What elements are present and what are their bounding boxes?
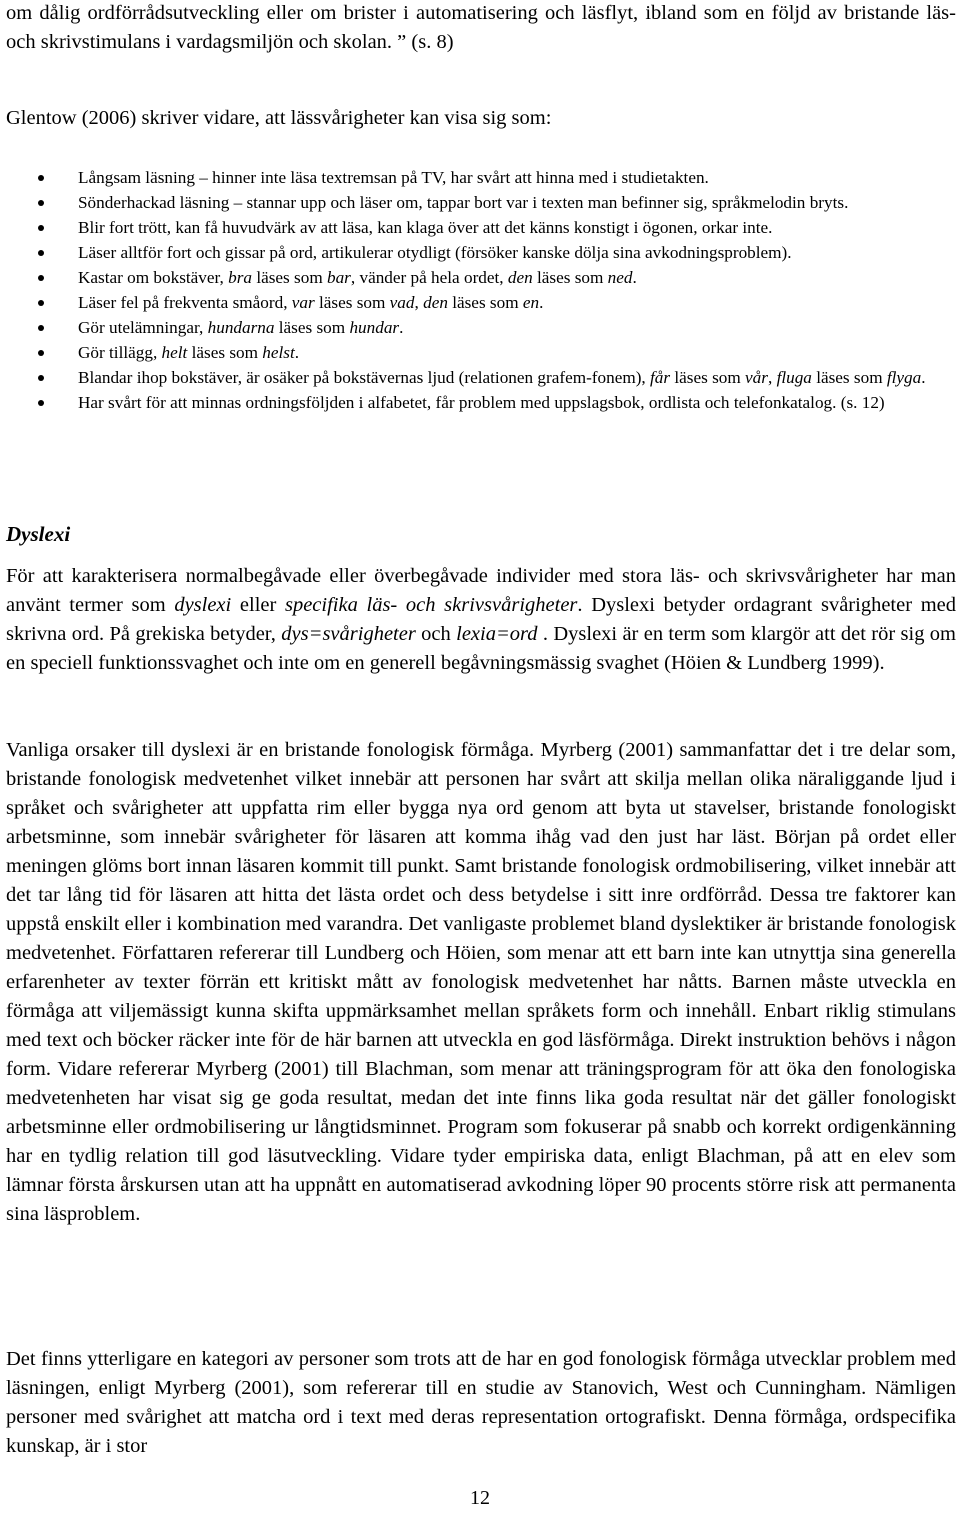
additional-category-paragraph: Det finns ytterligare en kategori av personer som trots att de har en god fonologisk förmåga utvecklar problem med läsningen, enligt Myrberg (2001), som refererar till en studie av Stanovich, West och Cunningham. Nämligen personer med svårighet att matcha ord i text med deras representation ortografiskt. Denna förmåga, ordspecifika kunskap, är i stor bbox=[6, 1348, 956, 1457]
dyslexi-causes-paragraph: Vanliga orsaker till dyslexi är en bristande fonologisk förmåga. Myrberg (2001) sammanfattar det i tre delar som, bristande fonologisk medvetenhet vilket innebär att personen har svårt att skilja mellan olika näraliggande ljud i språket och svårigheter att uppfatta rim eller bygga nya ord genom att byta ut stavelser, bristande fonologiskt arbetsminne, som innebär svårigheter för läsaren att komma ihåg vad den just har läst. Början på ordet eller meningen glöms bort innan läsaren kommit till punkt. Samt bristande fonologisk ordmobilisering, vilket innebär att det tar lång tid för läsaren att hitta det lästa ordet och dess betydelse i sitt inre ordförråd. Dessa tre faktorer kan uppstå enskilt eller i kombination med varandra. Det vanligaste problemet bland dyslektiker är bristande fonologisk medvetenhet. Författaren refererar till Lundberg och Höien, som menar att ett barn inte kan utnyttja sina generella erfarenheter av texter förrän ett kritiskt mått av fonologisk medvetenhet har nåtts. Barnen måste utveckla en förmåga att viljemässigt kunna skifta uppmärksamhet mellan språkets form och innehåll. Enbart riklig stimulans med text och böcker räcker inte för de här barnen att utveckla en god läsförmåga. Direkt instruktion behövs i någon form. Vidare refererar Myrberg (2001) till Blachman, som menar att träningsprogram för att öka den fonologiska medvetenheten har visat sig ge goda resultat, medan det inte finns lika goda resultat när det gäller fonologiskt arbetsminne eller ordmobilisering ur långtidsminnet. Program som fokuserar på snabb och korrekt ordigenkänning har en tydlig relation till god läsutveckling. Vidare tyder empiriska data, enligt Blachman, på att en elev som lämnar första årskursen utan att ha uppnått en automatiserad avkodning löper 90 procents större risk att permanenta sina läsproblem. bbox=[6, 739, 956, 1225]
list-item: Långsam läsning – hinner inte läsa textremsan på TV, har svårt att hinna med i studietakten. bbox=[0, 165, 960, 190]
list-item: Läser fel på frekventa småord, var läses som vad, den läses som en. bbox=[0, 290, 960, 315]
bullet-icon bbox=[38, 300, 44, 306]
bullet-icon bbox=[38, 275, 44, 281]
list-item: Har svårt för att minnas ordningsföljden i alfabetet, får problem med uppslagsbok, ordlista och telefonkatalog. (s. 12) bbox=[0, 390, 960, 415]
list-item: Sönderhackad läsning – stannar upp och läser om, tappar bort var i texten man befinner sig, språkmelodin bryts. bbox=[0, 190, 960, 215]
intro-paragraph: om dålig ordförrådsutveckling eller om brister i automatisering och läsflyt, ibland som en följd av bristande läs- och skrivstimulans i vardagsmiljön och skolan. ” (s. 8) bbox=[6, 2, 956, 53]
list-item: Gör tillägg, helt läses som helst. bbox=[0, 340, 960, 365]
list-item: Blir fort trött, kan få huvudvärk av att läsa, kan klaga över att det känns konstigt i ögonen, orkar inte. bbox=[0, 215, 960, 240]
list-item: Läser alltför fort och gissar på ord, artikulerar otydligt (försöker kanske dölja sina avkodningsproblem). bbox=[0, 240, 960, 265]
bullet-icon bbox=[38, 325, 44, 331]
bullet-icon bbox=[38, 225, 44, 231]
bullet-icon bbox=[38, 175, 44, 181]
bullet-icon bbox=[38, 400, 44, 406]
page-number: 12 bbox=[470, 1487, 490, 1509]
dyslexi-definition-paragraph: För att karakterisera normalbegåvade eller överbegåvade individer med stora läs- och skrivsvårigheter har man använt termer som dyslexi eller specifika läs- och skrivsvårigheter. Dyslexi betyder ordagrant svårigheter med skrivna ord. På grekiska betyder, dys=svårigheter och lexia=ord . Dyslexi är en term som klargör att det rör sig om en speciell funktionssvaghet och inte om en generell begåvningsmässig svaghet (Höien & Lundberg 1999). bbox=[6, 565, 957, 674]
bullet-icon bbox=[38, 350, 44, 356]
glentow-paragraph: Glentow (2006) skriver vidare, att lässvårigheter kan visa sig som: bbox=[6, 107, 552, 129]
bullet-icon bbox=[38, 375, 44, 381]
bullet-icon bbox=[38, 200, 44, 206]
list-item: Kastar om bokstäver, bra läses som bar, vänder på hela ordet, den läses som ned. bbox=[0, 265, 960, 290]
bullet-icon bbox=[38, 250, 44, 256]
list-item: Blandar ihop bokstäver, är osäker på bokstävernas ljud (relationen grafem-fonem), får läses som vår, fluga läses som flyga. bbox=[0, 365, 960, 390]
section-heading: Dyslexi bbox=[6, 522, 71, 546]
reading-difficulties-list bbox=[0, 165, 960, 415]
list-item: Gör utelämningar, hundarna läses som hundar. bbox=[0, 315, 960, 340]
